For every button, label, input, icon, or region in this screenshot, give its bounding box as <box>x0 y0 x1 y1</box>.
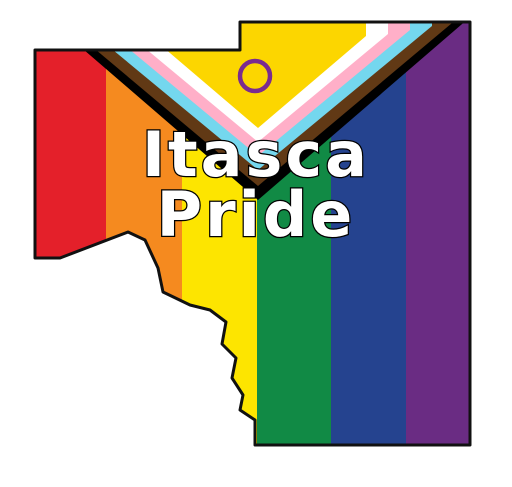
logo-title-line1: Itasca <box>141 118 371 191</box>
logo-title-line2: Pride <box>156 178 356 251</box>
stripe-purple <box>406 0 512 487</box>
stripe-red <box>0 0 106 487</box>
